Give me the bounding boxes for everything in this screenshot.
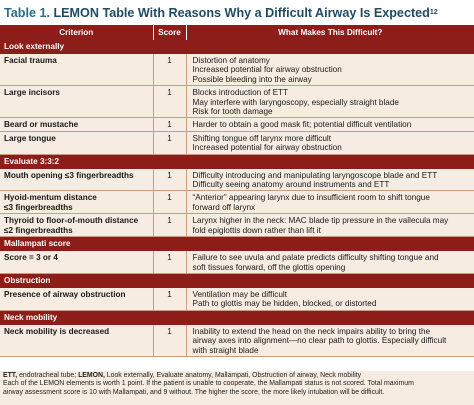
difficulty-text: Larynx higher in the neck: MAC blade tip pressure in the vallecula may [192,216,449,226]
section-row [0,154,474,169]
table-row [0,118,474,131]
difficulty-text: Increased potential for airway obstruction [192,65,342,75]
difficulty-text: Inability to extend the head on the neck impairs ability to bring the [192,326,431,336]
criterion-cell [0,54,153,86]
criterion-text: Large incisors [4,88,60,98]
criterion-text: ≤2 fingerbreadths [4,225,73,235]
abbreviation-term: LEMON, [78,372,105,379]
section-label: Look externally [0,40,474,54]
table-row [0,191,474,214]
lemon-table [0,25,474,357]
difficulty-text: forward off larynx [192,202,256,212]
table-row [0,54,474,86]
score-cell: 1 [153,191,186,214]
difficulty-text: Harder to obtain a good mask fit; potential difficult ventilation [192,120,412,130]
difficulty-cell [186,191,474,214]
table-title-text: LEMON Table With Reasons Why a Difficult Airway Is Expected [53,5,430,20]
score-cell: 1 [153,288,186,310]
table-footnote [0,371,474,405]
table-row [0,131,474,154]
section-label: Evaluate 3:3:2 [0,154,474,169]
criterion-cell [0,86,153,118]
difficulty-cell [186,54,474,86]
score-cell: 1 [153,325,186,357]
score-cell: 1 [153,54,186,86]
note-line: Each of the LEMON elements is worth 1 point. If the patient is unable to cooperate, the Mallampati status is not scored. Total maximum [3,380,414,388]
difficulty-text: May interfere with laryngoscopy, especially straight blade [192,97,399,107]
section-row [0,40,474,54]
score-cell: 1 [153,169,186,191]
section-row [0,273,474,288]
scoring-note [3,380,471,397]
difficulty-text: Shifting tongue off larynx more difficult [192,133,332,143]
difficulty-text: Distortion of anatomy [192,56,270,65]
difficulty-cell [186,118,474,131]
difficulty-cell [186,325,474,357]
criterion-cell [0,118,153,131]
difficulty-text: with straight blade [192,345,259,355]
table-row [0,251,474,273]
difficulty-text: Possible bleeding into the airway [192,74,312,84]
criterion-text: ≤3 fingerbreadths [4,202,73,212]
score-cell: 1 [153,214,186,237]
difficulty-cell [186,131,474,154]
difficulty-text: Difficulty introducing and manipulating laryngoscope blade and ETT [192,170,438,180]
criterion-text: Facial trauma [4,56,57,65]
score-cell: 1 [153,86,186,118]
abbreviation-definition: Look externally, Evaluate anatomy, Mallampati, Obstruction of airway, Neck mobility [104,372,362,379]
difficulty-text: soft tissues forward, off the glottis opening [192,262,346,272]
reference-superscript: 12 [429,9,438,16]
score-cell: 1 [153,131,186,154]
criterion-text: Presence of airway obstruction [4,289,126,299]
difficulty-cell [186,251,474,273]
abbreviations-line [3,372,471,380]
difficulty-text: airway axes into alignment—no clear path to glottis. Especially difficult [192,336,447,346]
difficulty-text: fold epiglottis down rather than lift it [192,225,321,235]
abbreviation-definition: endotracheal tube; [17,372,79,379]
criterion-text: Mouth opening ≤3 fingerbreadths [4,170,134,180]
section-label: Mallampati score [0,237,474,252]
header-score: Score [153,25,186,40]
difficulty-text: Ventilation may be difficult [192,289,288,299]
table-row [0,169,474,191]
section-label: Neck mobility [0,310,474,325]
table-number: Table 1. [4,5,50,20]
criterion-text: Neck mobility is decreased [4,326,110,336]
criterion-cell [0,169,153,191]
difficulty-text: Path to glottis may be hidden, blocked, or distorted [192,299,377,309]
difficulty-text: Increased potential for airway obstruction [192,143,342,153]
table-row [0,288,474,310]
table-body [0,40,474,356]
criterion-cell [0,288,153,310]
score-cell: 1 [153,251,186,273]
section-row [0,237,474,252]
difficulty-text: Failure to see uvula and palate predicts difficulty shifting tongue and [192,253,439,263]
difficulty-cell [186,86,474,118]
difficulty-text: Difficulty seeing anatomy around instruments and ETT [192,180,390,190]
criterion-cell [0,251,153,273]
criterion-cell [0,214,153,237]
criterion-cell [0,325,153,357]
section-row [0,310,474,325]
header-criterion: Criterion [0,25,153,40]
criterion-text: Thyroid to floor-of-mouth distance [4,216,139,226]
note-line: airway assessment score is 10 with Mallampati, and 9 without. The higher the score, the more likely intubation will be difficult. [3,388,385,396]
table-row [0,325,474,357]
table-row [0,86,474,118]
difficulty-text: Blocks introduction of ETT [192,88,289,98]
criterion-cell [0,131,153,154]
abbreviation-term: ETT, [3,372,18,379]
criterion-text: Large tongue [4,133,56,143]
criterion-text: Beard or mustache [4,120,79,130]
header-difficulty: What Makes This Difficult? [186,25,474,40]
difficulty-cell [186,169,474,191]
table-title [0,0,474,25]
criterion-cell [0,191,153,214]
section-label: Obstruction [0,273,474,288]
header-row [0,25,474,40]
table-row [0,214,474,237]
criterion-text: Hyoid-mentum distance [4,193,97,203]
difficulty-text: “Anterior” appearing larynx due to insufficient room to shift tongue [192,193,430,203]
difficulty-cell [186,214,474,237]
criterion-text: Score = 3 or 4 [4,253,58,263]
difficulty-cell [186,288,474,310]
score-cell: 1 [153,118,186,131]
difficulty-text: Risk for tooth damage [192,107,273,117]
